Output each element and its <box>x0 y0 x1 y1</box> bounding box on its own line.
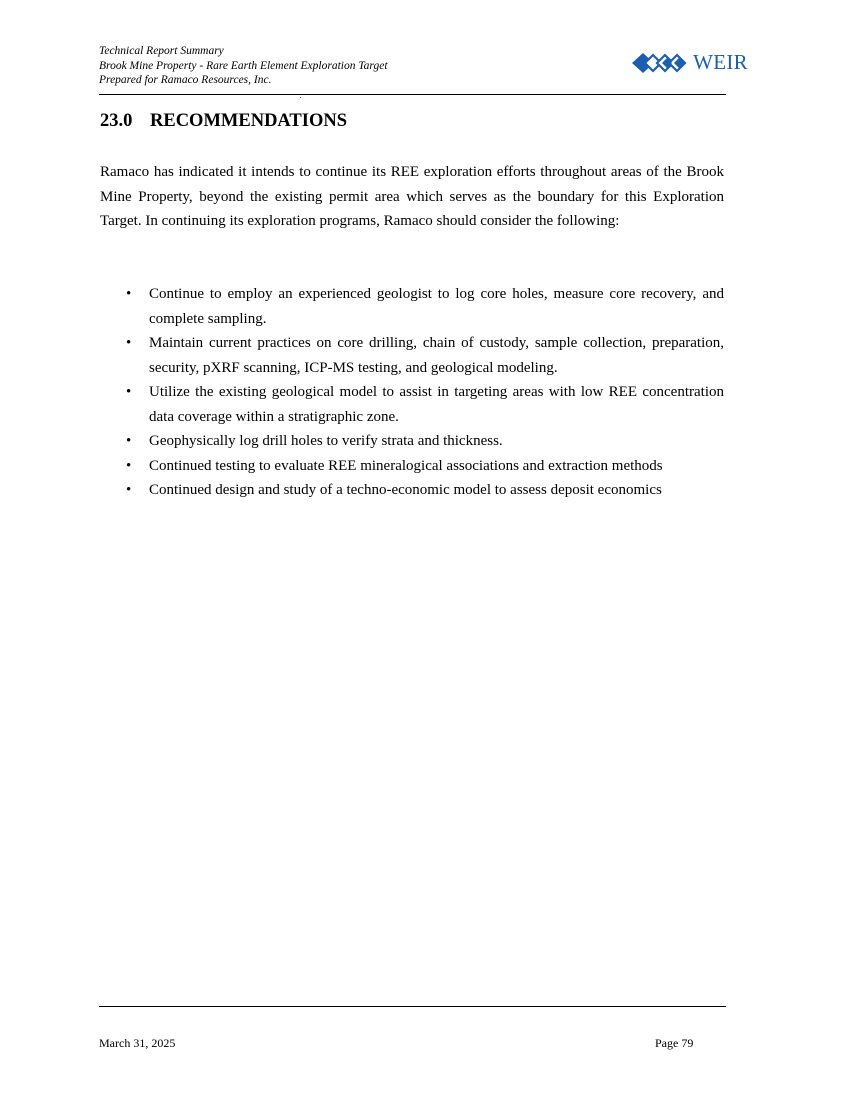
weir-diamonds-icon <box>631 51 691 75</box>
bullet-icon: • <box>126 286 132 302</box>
footer-date: March 31, 2025 <box>99 1036 176 1050</box>
bullet-icon: • <box>126 457 132 474</box>
list-item-text: Continue to employ an experienced geologist to log core holes, measure core recovery, and complete sampling. <box>149 286 724 327</box>
list-item-text: Utilize the existing geological model to assist in targeting areas with low REE concentration data coverage within a stratigraphic zone. <box>149 384 724 425</box>
header-report-type: Technical Report Summary <box>99 45 224 57</box>
intro-paragraph: Ramaco has indicated it intends to continue its REE exploration efforts throughout areas of the Brook Mine Property, beyond the existing permit area which serves as the boundary for this Exploration Target. In continuing its exploration programs, Ramaco should consider the following: <box>100 164 724 229</box>
recommendations-list <box>100 282 724 503</box>
list-item <box>100 429 724 454</box>
list-item-text: Continued testing to evaluate REE mineralogical associations and extraction methods <box>149 457 663 474</box>
header-report-title: Brook Mine Property - Rare Earth Element Exploration Target <box>99 59 388 72</box>
section-number: 23.0 <box>100 111 133 131</box>
list-item <box>100 478 724 503</box>
stray-mark <box>300 97 301 98</box>
header-text <box>99 44 388 88</box>
footer-divider <box>99 1006 726 1007</box>
list-item-text: Maintain current practices on core drilling, chain of custody, sample collection, preparation, security, pXRF scanning, ICP-MS testing, and geological modeling. <box>149 335 724 376</box>
list-item <box>100 331 724 380</box>
page-header <box>99 44 748 95</box>
page-number: Page 79 <box>655 1036 694 1050</box>
bullet-icon: • <box>126 335 132 351</box>
bullet-icon: • <box>126 433 132 449</box>
list-item <box>100 380 724 429</box>
list-item <box>100 454 724 479</box>
weir-logo-text: WEIR <box>693 50 748 74</box>
section-title: RECOMMENDATIONS <box>150 111 347 131</box>
section-heading <box>100 111 347 132</box>
list-item <box>100 282 724 331</box>
list-item-text: Geophysically log drill holes to verify strata and thickness. <box>149 433 503 449</box>
header-prepared-for: Prepared for Ramaco Resources, Inc. <box>99 74 272 86</box>
bullet-icon: • <box>126 384 132 400</box>
weir-logo <box>631 50 748 75</box>
bullet-icon: • <box>126 482 132 498</box>
list-item-text: Continued design and study of a techno-economic model to assess deposit economics <box>149 482 662 498</box>
